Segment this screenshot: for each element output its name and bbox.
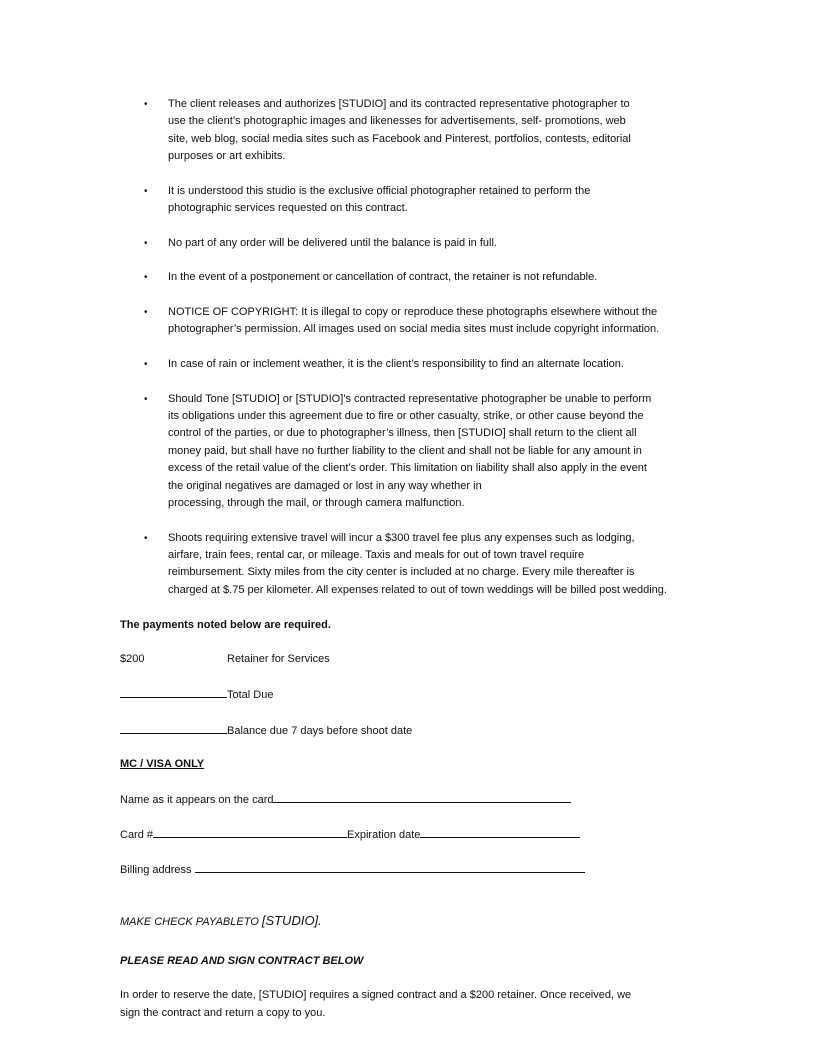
term-line: charged at $.75 per kilometer. All expenses related to out of town weddings will be billed post wedding.: [168, 583, 667, 596]
retainer-label: Retainer for Services: [227, 653, 330, 665]
card-number-row: [120, 826, 580, 844]
retainer-amount: $200: [120, 653, 145, 665]
term-line: Should Tone [STUDIO] or [STUDIO]’s contracted representative photographer be unable to perform: [168, 392, 652, 405]
term-line: reimbursement. Sixty miles from the city center is included at no charge. Every mile thereafter is: [168, 566, 635, 579]
check-payable-prefix: MAKE CHECK PAYABLETO: [120, 916, 262, 928]
term-item: [144, 304, 734, 339]
term-line: control of the parties, or due to photographer’s illness, then [STUDIO] shall return to the client all: [168, 427, 637, 440]
bullet-icon: •: [144, 307, 148, 318]
billing-address-row: [120, 861, 585, 879]
check-payable-line: [120, 912, 322, 931]
card-heading: MC / VISA ONLY: [120, 758, 205, 770]
bullet-icon: •: [144, 237, 148, 249]
sign-paragraph-line: sign the contract and return a copy to you.: [120, 1007, 326, 1019]
term-line: site, web blog, social media sites such as Facebook and Pinterest, portfolios, contests, editorial: [168, 132, 631, 145]
term-item: [144, 391, 734, 513]
sign-heading: PLEASE READ AND SIGN CONTRACT BELOW: [120, 955, 364, 967]
cardholder-name-label: Name as it appears on the card: [120, 794, 274, 806]
expiration-label: Expiration date: [347, 829, 421, 841]
term-line: NOTICE OF COPYRIGHT: It is illegal to copy or reproduce these photographs elsewhere without the: [168, 306, 658, 318]
total-due-field[interactable]: [120, 686, 227, 698]
bullet-icon: •: [144, 393, 148, 405]
bullet-icon: •: [144, 272, 148, 284]
term-line: its obligations under this agreement due to fire or other casualty, strike, or other cause beyond the: [168, 410, 644, 422]
check-payee: [STUDIO].: [261, 913, 322, 928]
payments-heading: The payments noted below are required.: [120, 619, 331, 631]
billing-address-label: Billing address: [120, 864, 192, 876]
retainer-row: [120, 651, 330, 668]
term-line: processing, through the mail, or through camera malfunction.: [168, 497, 465, 510]
term-line: photographer’s permission. All images used on social media sites must include copyright information.: [168, 323, 660, 336]
term-line: The client releases and authorizes [STUDIO] and its contracted representative photographer to: [168, 98, 630, 110]
bullet-icon: •: [144, 185, 148, 197]
term-line: In the event of a postponement or cancellation of contract, the retainer is not refundable.: [168, 271, 598, 284]
term-line: No part of any order will be delivered until the balance is paid in full.: [168, 236, 497, 249]
term-item: [144, 356, 734, 373]
term-line: It is understood this studio is the exclusive official photographer retained to perform the: [168, 184, 591, 197]
term-line: Shoots requiring extensive travel will incur a $300 travel fee plus any expenses such as lodging,: [168, 531, 635, 544]
total-due-label: Total Due: [227, 689, 274, 701]
expiration-field[interactable]: [420, 826, 580, 838]
term-line: the original negatives are damaged or lost in any way whether in: [168, 479, 482, 492]
term-item: [144, 183, 734, 218]
term-line: In case of rain or inclement weather, it is the client’s responsibility to find an alternate location.: [168, 358, 624, 370]
term-line: money paid, but shall have no further liability to the client and shall not be liable for any amount in: [168, 444, 642, 457]
term-item: [144, 235, 734, 252]
balance-due-field[interactable]: [120, 722, 227, 734]
cardholder-name-row: [120, 791, 571, 809]
terms-list: [144, 96, 734, 616]
term-item: [144, 269, 734, 286]
term-line: photographic services requested on this contract.: [168, 202, 408, 215]
card-number-field[interactable]: [153, 826, 347, 838]
term-line: purposes or art exhibits.: [168, 150, 286, 163]
card-number-label: Card #: [120, 829, 154, 841]
balance-due-label: Balance due 7 days before shoot date: [227, 725, 413, 737]
term-line: use the client’s photographic images and likenesses for advertisements, self- promotions, web: [168, 115, 626, 128]
billing-address-field[interactable]: [195, 861, 585, 873]
sign-paragraph-line: In order to reserve the date, [STUDIO] requires a signed contract and a $200 retainer. Once received, we: [120, 989, 632, 1001]
term-line: excess of the retail value of the client’s order. This limitation on liability shall also apply in the event: [168, 462, 647, 475]
bullet-icon: •: [144, 359, 148, 370]
term-line: airfare, train fees, rental car, or mileage. Taxis and meals for out of town travel require: [168, 549, 585, 562]
balance-due-row: [120, 722, 412, 740]
term-item: [144, 96, 734, 166]
term-item: [144, 530, 734, 600]
bullet-icon: •: [144, 99, 148, 110]
cardholder-name-field[interactable]: [273, 791, 571, 803]
bullet-icon: •: [144, 532, 148, 544]
total-due-row: [120, 686, 273, 704]
